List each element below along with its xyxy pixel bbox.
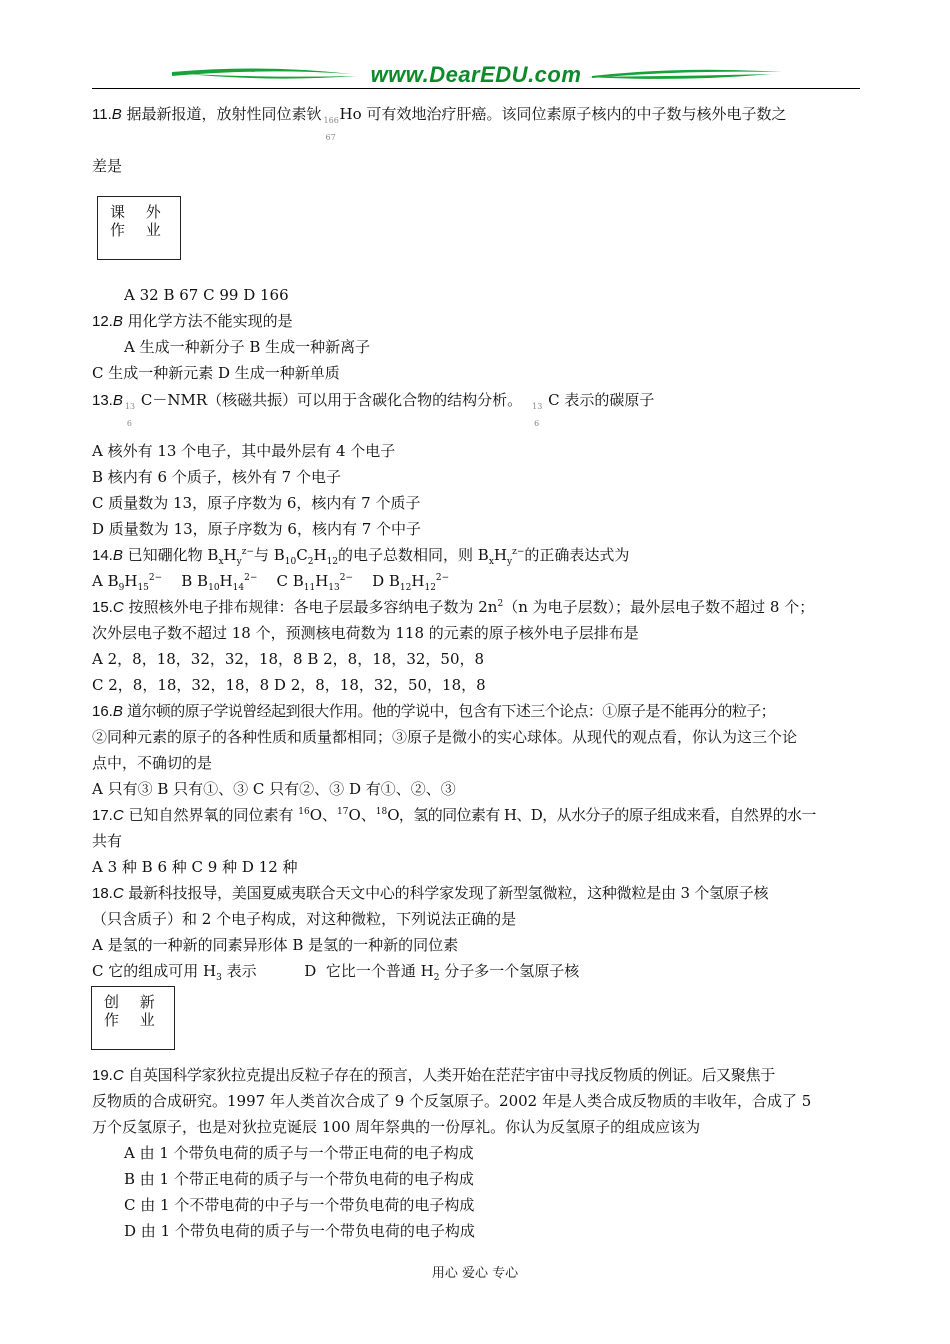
q16-line1: 16.B 道尔顿的原子学说曾经起到很大作用。他的学说中，包含有下述三个论点：①原子是不能再分的粒子； xyxy=(92,702,776,720)
q11-options: A 32 B 67 C 99 D 166 xyxy=(124,286,289,304)
q13-isotope-1: 13 6 xyxy=(124,402,136,428)
q18-answer: C xyxy=(112,885,124,902)
box-label-line1: 课 外 xyxy=(110,203,169,221)
q13-text2: C 表示的碳原子 xyxy=(548,391,655,409)
site-name: www.DearEDU.com xyxy=(370,62,582,87)
q17-line1: 17.C 已知自然界氧的同位素有 $^{16}$O、$^{17}$O、$^{18}$O，氢的同位素有 H、D，从水分子的原子组成来看，自然界的水一 xyxy=(92,806,816,824)
q18-number: 18. xyxy=(92,885,113,902)
q14-answer: B xyxy=(112,547,123,564)
q15-options-2: C 2，8，18，32，18，8 D 2，8，18，32，50，18，8 xyxy=(92,676,486,694)
q11-text2: 可有效地治疗肝癌。该同位素原子核内的中子数与核外电子数之 xyxy=(361,105,787,123)
q19-answer: C xyxy=(112,1067,124,1084)
q16-answer: B xyxy=(112,703,123,720)
q13-text1: C－NMR（核磁共振）可以用于含碳化合物的结构分析。 xyxy=(140,391,523,409)
q12-text: 用化学方法不能实现的是 xyxy=(122,312,293,330)
q13-option-b: B 核内有 6 个质子，核外有 7 个电子 xyxy=(92,468,341,486)
homework-label-box xyxy=(97,196,181,260)
q15-line1: 15.C 按照核外电子排布规律：各电子层最多容纳电子数为 $2n^2(n$ 为电子层数）；最外层电子数不超过 8 个； xyxy=(92,598,815,616)
q16-number: 16. xyxy=(92,703,113,720)
page-footer: 用心 爱心 专心 xyxy=(431,1266,519,1281)
q13-number: 13. xyxy=(92,392,113,409)
q11-number: 11. xyxy=(92,106,112,123)
q16-line3: 点中，不确切的是 xyxy=(92,754,213,772)
q13-option-c: C 质量数为 13，原子序数为 6，核内有 7 个质子 xyxy=(92,494,421,512)
q14-stem: 14.B 已知硼化物 $B_xH_y^{z-}$与 $B_{10}C_2H_{12}$的电子总数相同，则 $B_xH_y^{z-}$的正确表达式为 xyxy=(92,546,630,567)
q15-line2: 次外层电子数不超过 18 个，预测核电荷数为 118 的元素的原子核外电子层排布是 xyxy=(92,624,639,642)
q12-answer: B xyxy=(112,313,123,330)
q19-option-b: B 由 1 个带正电荷的质子与一个带负电荷的电子构成 xyxy=(124,1170,474,1188)
q11-text: 据最新报道，放射性同位素钬 xyxy=(121,105,322,123)
q19-line3: 万个反氢原子，也是对狄拉克诞辰 100 周年祭典的一份厚礼。你认为反氢原子的组成应该为 xyxy=(92,1118,701,1136)
q13-isotope-2: 13 6 xyxy=(532,402,543,428)
q14-options: A $B_9H_{15}^{2-}$ B $B_{10}H_{14}^{2-}$ C $B_{11}H_{13}^{2-}$ D $B_{12}H_{12}^{2-}$ xyxy=(92,572,450,593)
q13-answer: B xyxy=(112,392,123,409)
q13-option-a: A 核外有 13 个电子，其中最外层有 4 个电子 xyxy=(92,442,396,460)
q19-option-a: A 由 1 个带负电荷的质子与一个带正电荷的电子构成 xyxy=(124,1144,474,1162)
innovation-label-box xyxy=(91,986,175,1050)
q17-answer: C xyxy=(112,807,124,824)
q11-line2: 差是 xyxy=(92,157,123,175)
q11-answer: B xyxy=(111,106,122,123)
q18-line1: 18.C 最新科技报导，美国夏威夷联合天文中心的科学家发现了新型氢微粒，这种微粒是由 3 个氢原子核 xyxy=(92,884,769,902)
header-rule xyxy=(92,88,860,89)
q18-line2: （只含质子）和 2 个电子构成，对这种微粒，下列说法正确的是 xyxy=(92,910,517,928)
q13-option-d: D 质量数为 13，原子序数为 6，核内有 7 个中子 xyxy=(92,520,422,538)
site-header-banner xyxy=(92,62,860,90)
q17-options: A 3 种 B 6 种 C 9 种 D 12 种 xyxy=(92,858,298,876)
q17-line2: 共有 xyxy=(92,832,123,850)
q19-option-d: D 由 1 个带负电荷的质子与一个带负电荷的电子构成 xyxy=(124,1222,475,1240)
q19-line1: 19.C 自英国科学家狄拉克提出反粒子存在的预言，人类开始在茫茫宇宙中寻找反物质的例证。后又聚焦于 xyxy=(92,1066,775,1084)
box2-label-line2: 作 业 xyxy=(104,1011,163,1029)
q12-number: 12. xyxy=(92,313,113,330)
q18-options-2: C 它的组成可用 $H_3$ 表示 D 它比一个普通 $H_2$ 分子多一个氢原子核 xyxy=(92,962,580,983)
q17-number: 17. xyxy=(92,807,113,824)
q15-options-1: A 2，8，18，32，32，18，8 B 2，8，18，32，50，8 xyxy=(92,650,485,668)
q16-options: A 只有③ B 只有①、③ C 只有②、③ D 有①、②、③ xyxy=(92,780,456,798)
box2-label-line1: 创 新 xyxy=(104,993,163,1011)
q12-options-1: A 生成一种新分子 B 生成一种新离子 xyxy=(124,338,371,356)
box-label-line2: 作 业 xyxy=(110,221,169,239)
q16-line2: ②同种元素的原子的各种性质和质量都相同；③原子是微小的实心球体。从现代的观点看，你认为这三个论 xyxy=(92,728,798,746)
q14-number: 14. xyxy=(92,547,113,564)
q11-line1 xyxy=(92,104,787,142)
q19-line2: 反物质的合成研究。1997 年人类首次合成了 9 个反氢原子。2002 年是人类合成反物质的丰收年，合成了 5 xyxy=(92,1092,812,1110)
q12-stem xyxy=(92,311,293,332)
q14-text: 已知硼化物 B xyxy=(122,546,219,564)
q15-number: 15. xyxy=(92,599,113,616)
q19-option-c: C 由 1 个不带电荷的中子与一个带负电荷的电子构成 xyxy=(124,1196,475,1214)
q12-options-2: C 生成一种新元素 D 生成一种新单质 xyxy=(92,364,340,382)
q18-options-1: A 是氢的一种新的同素异形体 B 是氢的一种新的同位素 xyxy=(92,936,459,954)
q11-symbol: Ho xyxy=(339,105,362,123)
q11-isotope: 166 67 xyxy=(323,116,339,142)
q19-number: 19. xyxy=(92,1067,113,1084)
q15-answer: C xyxy=(112,599,124,616)
q13-stem xyxy=(92,390,655,428)
